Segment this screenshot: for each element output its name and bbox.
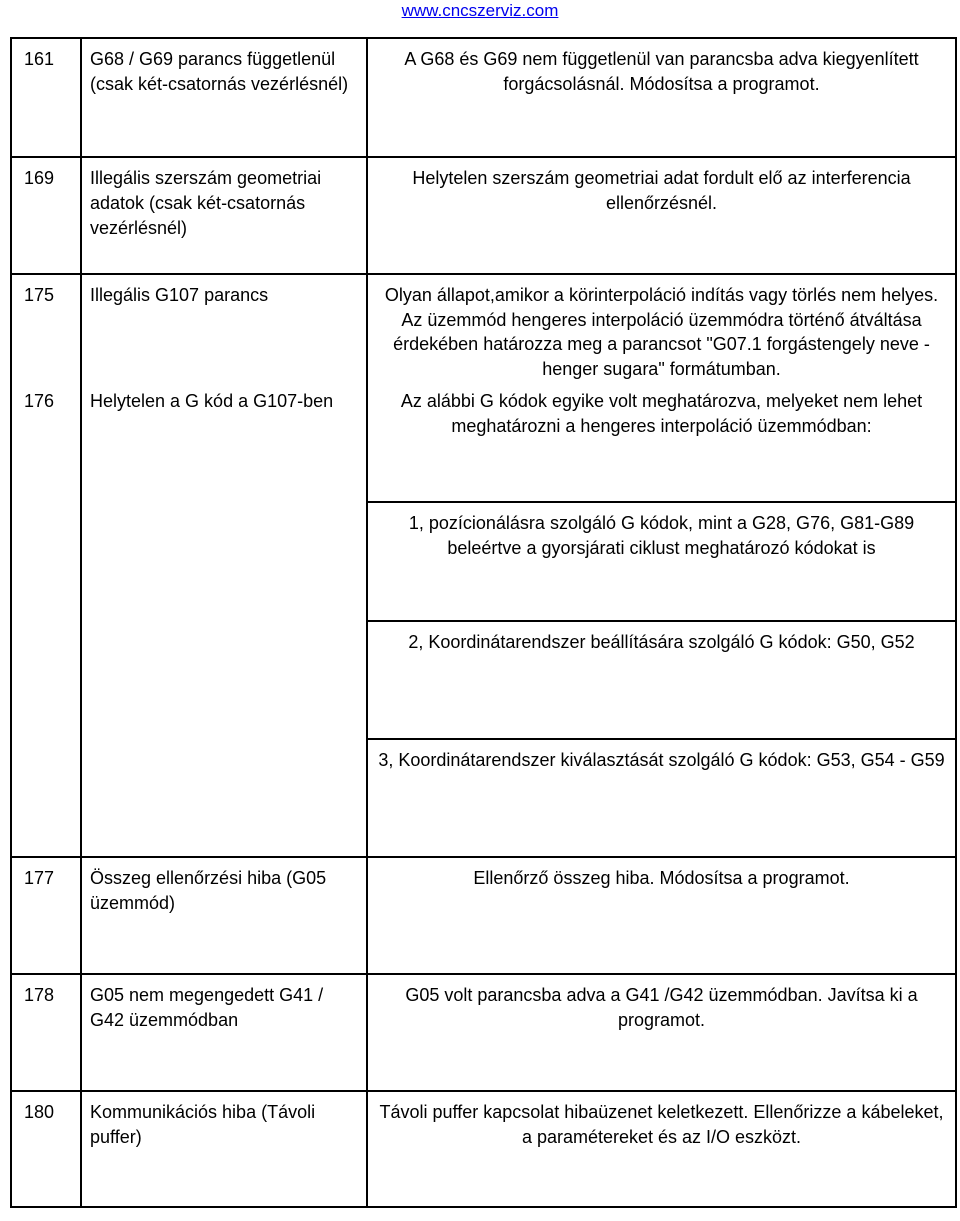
error-description-item: 3, Koordinátarendszer kiválasztását szolgáló G kódok: G53, G54 - G59 xyxy=(367,739,956,857)
table-row xyxy=(11,157,956,274)
table-row xyxy=(11,38,956,157)
table-row xyxy=(11,1091,956,1207)
table-row xyxy=(11,274,956,381)
error-code: 169 xyxy=(11,157,81,274)
error-name: G68 / G69 parancs függetlenül (csak két-csatornás vezérlésnél) xyxy=(81,38,367,157)
error-name: Illegális szerszám geometriai adatok (csak két-csatornás vezérlésnél) xyxy=(81,157,367,274)
empty-cell xyxy=(11,621,81,739)
error-description: Helytelen szerszám geometriai adat fordult elő az interferencia ellenőrzésnél. xyxy=(367,157,956,274)
error-name: Illegális G107 parancs xyxy=(81,274,367,381)
error-code: 176 xyxy=(11,381,81,502)
table-row xyxy=(11,857,956,974)
table-row xyxy=(11,502,956,621)
error-code: 178 xyxy=(11,974,81,1091)
table-row xyxy=(11,381,956,502)
error-description-item: 2, Koordinátarendszer beállítására szolgáló G kódok: G50, G52 xyxy=(367,621,956,739)
error-name: Helytelen a G kód a G107-ben xyxy=(81,381,367,502)
table-row xyxy=(11,974,956,1091)
table-row xyxy=(11,621,956,739)
error-name: Összeg ellenőrzési hiba (G05 üzemmód) xyxy=(81,857,367,974)
empty-cell xyxy=(81,621,367,739)
error-description: Ellenőrző összeg hiba. Módosítsa a programot. xyxy=(367,857,956,974)
error-description-item: 1, pozícionálásra szolgáló G kódok, mint a G28, G76, G81-G89 beleértve a gyorsjárati ciklust meghatározó kódokat is xyxy=(367,502,956,621)
error-code: 175 xyxy=(11,274,81,381)
error-description: Olyan állapot,amikor a körinterpoláció indítás vagy törlés nem helyes. Az üzemmód hengeres interpoláció üzemmódra történő átváltása érdekében határozza meg a parancsot "G07.1 forgástengely neve - henger sugara" formátumban. xyxy=(367,274,956,381)
error-code-table xyxy=(10,37,957,1208)
error-name: Kommunikációs hiba (Távoli puffer) xyxy=(81,1091,367,1207)
empty-cell xyxy=(11,502,81,621)
error-code: 180 xyxy=(11,1091,81,1207)
error-description: G05 volt parancsba adva a G41 /G42 üzemmódban. Javítsa ki a programot. xyxy=(367,974,956,1091)
error-description: Az alábbi G kódok egyike volt meghatározva, melyeket nem lehet meghatározni a hengeres interpoláció üzemmódban: xyxy=(367,381,956,502)
error-code: 161 xyxy=(11,38,81,157)
error-name: G05 nem megengedett G41 / G42 üzemmódban xyxy=(81,974,367,1091)
site-link[interactable]: www.cncszerviz.com xyxy=(401,1,559,20)
table-row xyxy=(11,739,956,857)
error-description: A G68 és G69 nem függetlenül van parancsba adva kiegyenlített forgácsolásnál. Módosítsa a programot. xyxy=(367,38,956,157)
error-description: Távoli puffer kapcsolat hibaüzenet keletkezett. Ellenőrizze a kábeleket, a paramétereket és az I/O eszközt. xyxy=(367,1091,956,1207)
empty-cell xyxy=(11,739,81,857)
empty-cell xyxy=(81,502,367,621)
empty-cell xyxy=(81,739,367,857)
error-code: 177 xyxy=(11,857,81,974)
